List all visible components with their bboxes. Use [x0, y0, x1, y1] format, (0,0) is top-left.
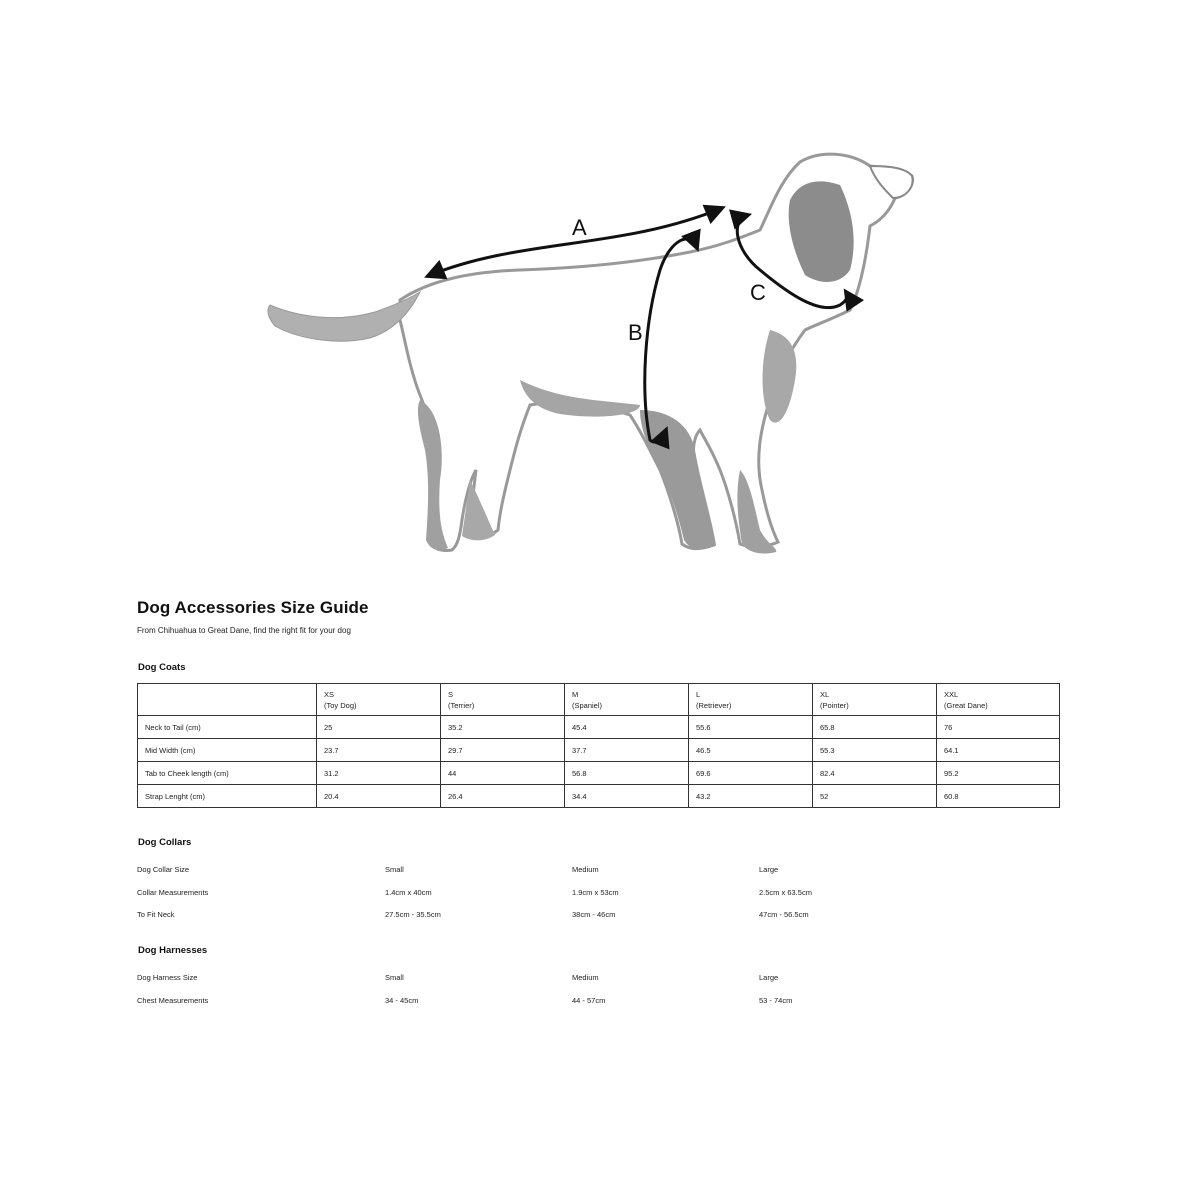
row-value: 27.5cm - 35.5cm	[385, 910, 441, 919]
collar-row	[137, 888, 1060, 900]
table-cell: 45.4	[565, 716, 689, 739]
row-value: 38cm - 46cm	[572, 910, 616, 919]
table-cell: 95.2	[937, 762, 1060, 785]
row-value: 53 - 74cm	[759, 996, 793, 1005]
collar-row	[137, 910, 1060, 922]
table-cell: 55.6	[689, 716, 813, 739]
coats-size-table	[137, 683, 1060, 808]
table-cell: 52	[813, 785, 937, 808]
table-cell: 43.2	[689, 785, 813, 808]
row-value: Large	[759, 973, 779, 982]
size-header	[441, 684, 565, 716]
row-value: Medium	[572, 865, 599, 874]
row-label: Collar Measurements	[137, 888, 209, 897]
row-value: Large	[759, 865, 779, 874]
table-cell: 29.7	[441, 739, 565, 762]
label-a: A	[572, 215, 587, 240]
table-cell: 64.1	[937, 739, 1060, 762]
row-label: Neck to Tail (cm)	[138, 716, 317, 739]
size-breed: (Great Dane)	[944, 700, 988, 710]
harness-row	[137, 973, 1060, 985]
size-breed: (Spaniel)	[572, 700, 603, 710]
row-value: Small	[385, 865, 404, 874]
row-value: Medium	[572, 973, 599, 982]
size-header	[813, 684, 937, 716]
table-cell: 55.3	[813, 739, 937, 762]
table-cell: 76	[937, 716, 1060, 739]
page-title: Dog Accessories Size Guide	[137, 598, 369, 617]
collars-heading: Dog Collars	[138, 837, 192, 848]
size-breed: (Pointer)	[820, 700, 849, 710]
table-row	[138, 716, 1060, 739]
table-cell: 34.4	[565, 785, 689, 808]
size-code: XXL	[944, 689, 959, 699]
row-label: Mid Width (cm)	[138, 739, 317, 762]
table-cell: 25	[317, 716, 441, 739]
harness-row	[137, 996, 1060, 1008]
dog-silhouette	[268, 154, 913, 553]
size-header	[565, 684, 689, 716]
label-b: B	[628, 320, 643, 345]
harnesses-heading: Dog Harnesses	[138, 945, 208, 956]
row-label: Strap Lenght (cm)	[138, 785, 317, 808]
table-row	[138, 762, 1060, 785]
row-value: 1.4cm x 40cm	[385, 888, 432, 897]
table-cell: 37.7	[565, 739, 689, 762]
label-c: C	[750, 280, 766, 305]
table-cell: 82.4	[813, 762, 937, 785]
coats-heading: Dog Coats	[138, 662, 186, 673]
size-breed: (Terrier)	[448, 700, 475, 710]
collar-row	[137, 865, 1060, 877]
size-code: XS	[324, 689, 335, 699]
row-label: Dog Harness Size	[137, 973, 198, 982]
dog-measurement-illustration	[240, 130, 940, 570]
table-cell: 44	[441, 762, 565, 785]
table-row	[138, 785, 1060, 808]
row-value: 47cm - 56.5cm	[759, 910, 809, 919]
size-code: S	[448, 689, 454, 699]
table-cell: 46.5	[689, 739, 813, 762]
size-header	[689, 684, 813, 716]
table-cell: 23.7	[317, 739, 441, 762]
table-cell: 69.6	[689, 762, 813, 785]
size-guide-content	[137, 598, 1060, 1005]
size-code: M	[572, 689, 579, 699]
table-cell: 56.8	[565, 762, 689, 785]
size-header	[317, 684, 441, 716]
row-label: To Fit Neck	[137, 910, 175, 919]
row-label: Tab to Cheek length (cm)	[138, 762, 317, 785]
table-cell: 65.8	[813, 716, 937, 739]
row-value: Small	[385, 973, 404, 982]
row-value: 2.5cm x 63.5cm	[759, 888, 812, 897]
page-subtitle: From Chihuahua to Great Dane, find the right fit for your dog	[137, 626, 351, 635]
table-header-row	[138, 684, 1060, 716]
size-breed: (Toy Dog)	[324, 700, 357, 710]
row-value: 1.9cm x 53cm	[572, 888, 619, 897]
row-label: Dog Collar Size	[137, 865, 190, 874]
size-code: XL	[820, 689, 830, 699]
table-cell: 20.4	[317, 785, 441, 808]
row-value: 34 - 45cm	[385, 996, 419, 1005]
table-corner-cell	[138, 684, 317, 716]
table-cell: 26.4	[441, 785, 565, 808]
size-code: L	[696, 689, 701, 699]
size-header	[937, 684, 1060, 716]
table-cell: 60.8	[937, 785, 1060, 808]
size-breed: (Retriever)	[696, 700, 732, 710]
table-row	[138, 739, 1060, 762]
row-value: 44 - 57cm	[572, 996, 606, 1005]
table-cell: 31.2	[317, 762, 441, 785]
row-label: Chest Measurements	[137, 996, 209, 1005]
table-cell: 35.2	[441, 716, 565, 739]
